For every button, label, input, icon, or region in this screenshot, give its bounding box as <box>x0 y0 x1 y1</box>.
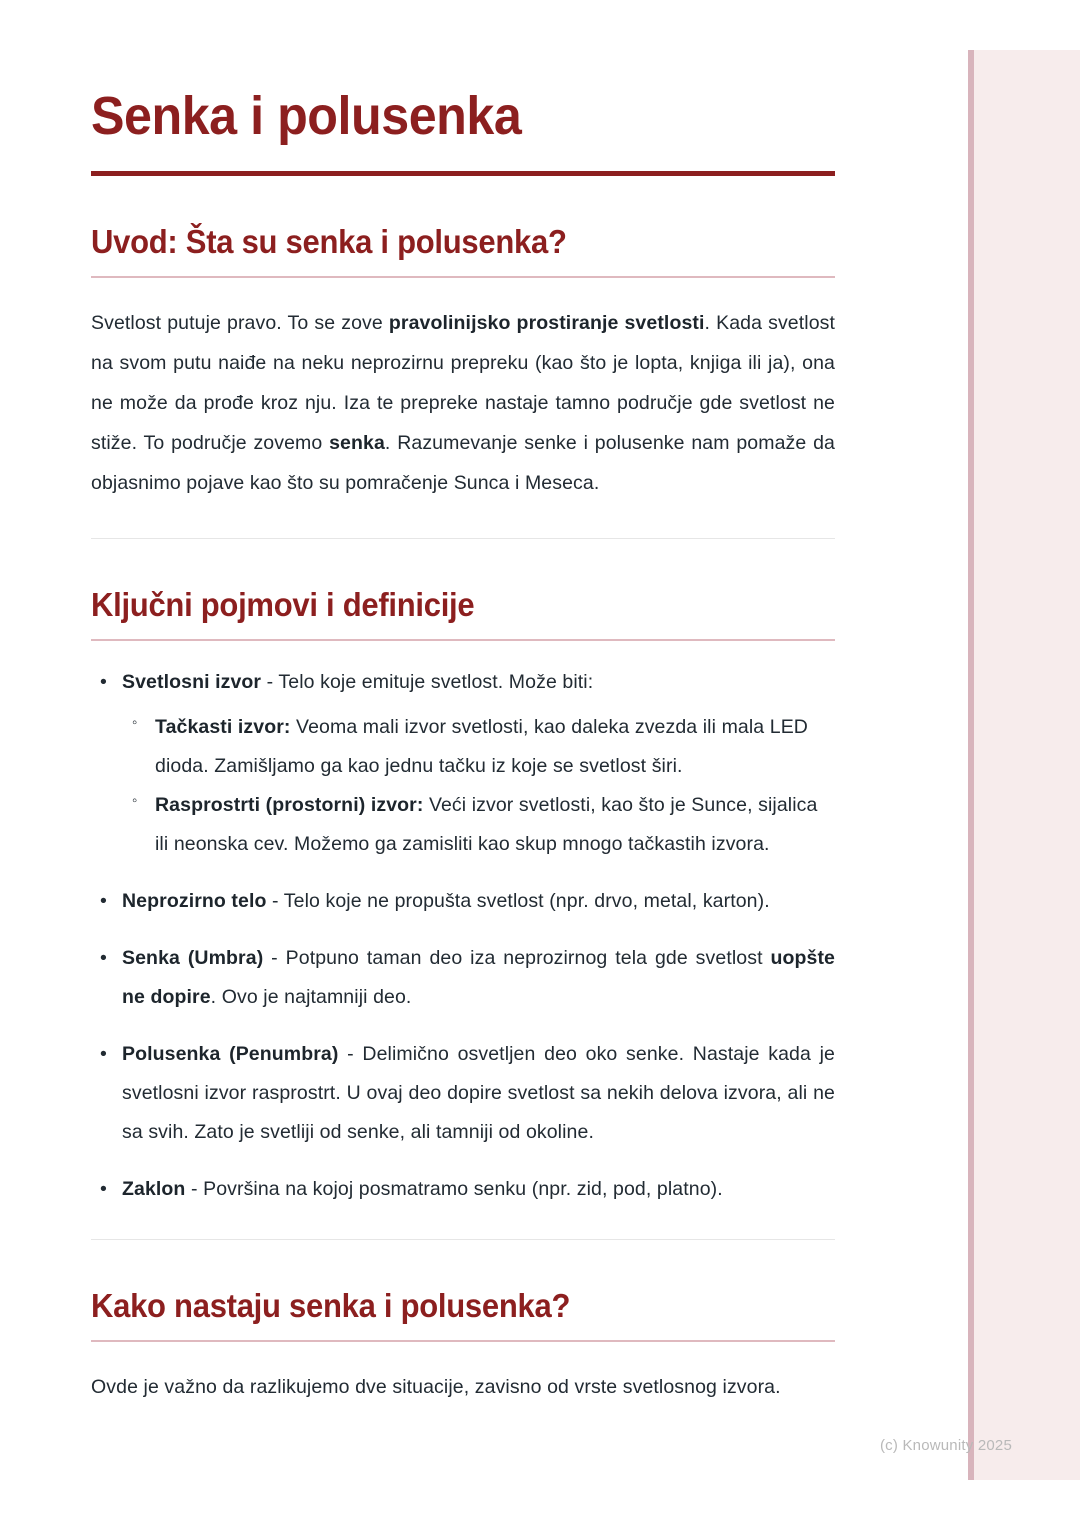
subterm-description: Veoma mali izvor svetlosti, kao daleka zvezda ili mala LED dioda. Zamišljamo ga kao jednu tačku iz koje se svetlost širi. <box>155 715 808 777</box>
right-decorative-band <box>968 50 1080 1480</box>
sub-bullet-marker-icon: ◦ <box>132 713 138 731</box>
term-emphasis: uopšte ne dopire <box>122 946 835 1008</box>
section-formation <box>91 1288 835 1408</box>
intro-text-part2: . Kada svetlost na svom putu naiđe na neku neprozirnu prepreku (kao što je lopta, knjiga ili ja), ona ne može da prođe kroz nju. Iza te prepreke nastaje tamno područje gde svetlost ne stiže. To područje zovemo <box>91 312 836 455</box>
section-intro <box>91 224 835 504</box>
light-source-sublist <box>122 708 835 864</box>
intro-bold-term-1: pravolinijsko prostiranje svetlosti <box>388 312 705 335</box>
term-description: - Telo koje ne propušta svetlost (npr. drvo, metal, karton). <box>266 889 770 912</box>
term-description: - Delimično osvetljen deo oko senke. Nastaje kada je svetlosni izvor rasprostrt. U ovaj deo dopire svetlost sa nekih delova izvora, ali ne sa svih. Zato je svetliji od senke, ali tamniji od okoline. <box>122 1042 835 1143</box>
bullet-marker-icon: • <box>100 1042 107 1065</box>
list-item <box>91 882 835 921</box>
bullet-marker-icon: • <box>100 889 107 912</box>
section-heading-formation: Kako nastaju senka i polusenka? <box>91 1286 571 1324</box>
intro-bold-term-2: senka <box>329 432 385 455</box>
section-heading-intro: Uvod: Šta su senka i polusenka? <box>91 223 567 261</box>
list-item <box>91 1170 835 1209</box>
list-item <box>91 939 835 1017</box>
subterm-label: Tačkasti izvor: <box>155 715 291 738</box>
list-item <box>122 786 835 864</box>
intro-text-part3: . Razumevanje senke i polusenke nam pomaže da objasnimo pojave kao što su pomračenje Sunca i Meseca. <box>91 432 835 495</box>
term-label: Senka (Umbra) <box>122 946 264 969</box>
term-description: - Telo koje emituje svetlost. Može biti: <box>261 670 594 693</box>
intro-paragraph <box>91 304 835 504</box>
subterm-description: Veći izvor svetlosti, kao što je Sunce, sijalica ili neonska cev. Možemo ga zamisliti kao skup mnogo tačkastih izvora. <box>155 793 818 855</box>
term-label: Neprozirno telo <box>122 889 267 912</box>
term-description-b: . Ovo je najtamniji deo. <box>210 985 412 1008</box>
list-item <box>122 708 835 786</box>
bullet-marker-icon: • <box>100 1177 107 1200</box>
section-key-terms <box>91 587 835 1209</box>
bullet-marker-icon: • <box>100 946 107 969</box>
intro-text-part1: Svetlost putuje pravo. To se zove <box>91 312 389 335</box>
subterm-label: Rasprostrti (prostorni) izvor: <box>155 793 424 816</box>
term-description-a: - Potpuno taman deo iza neprozirnog tela gde svetlost <box>263 946 771 969</box>
footer-watermark: (c) Knowunity 2025 <box>879 1437 1012 1454</box>
key-terms-list <box>91 663 835 1209</box>
page-title: Senka i polusenka <box>91 86 522 146</box>
bullet-marker-icon: • <box>100 670 107 693</box>
formation-paragraph: Ovde je važno da razlikujemo dve situacije, zavisno od vrste svetlosnog izvora. <box>91 1375 781 1398</box>
term-label: Zaklon <box>122 1177 186 1200</box>
list-item <box>91 663 835 864</box>
term-label: Svetlosni izvor <box>122 670 262 693</box>
sub-bullet-marker-icon: ◦ <box>132 791 138 809</box>
term-label: Polusenka (Penumbra) <box>122 1042 339 1065</box>
list-item <box>91 1035 835 1152</box>
section-heading-key-terms: Ključni pojmovi i definicije <box>91 586 475 624</box>
term-description: - Površina na kojoj posmatramo senku (npr. zid, pod, platno). <box>185 1177 723 1200</box>
